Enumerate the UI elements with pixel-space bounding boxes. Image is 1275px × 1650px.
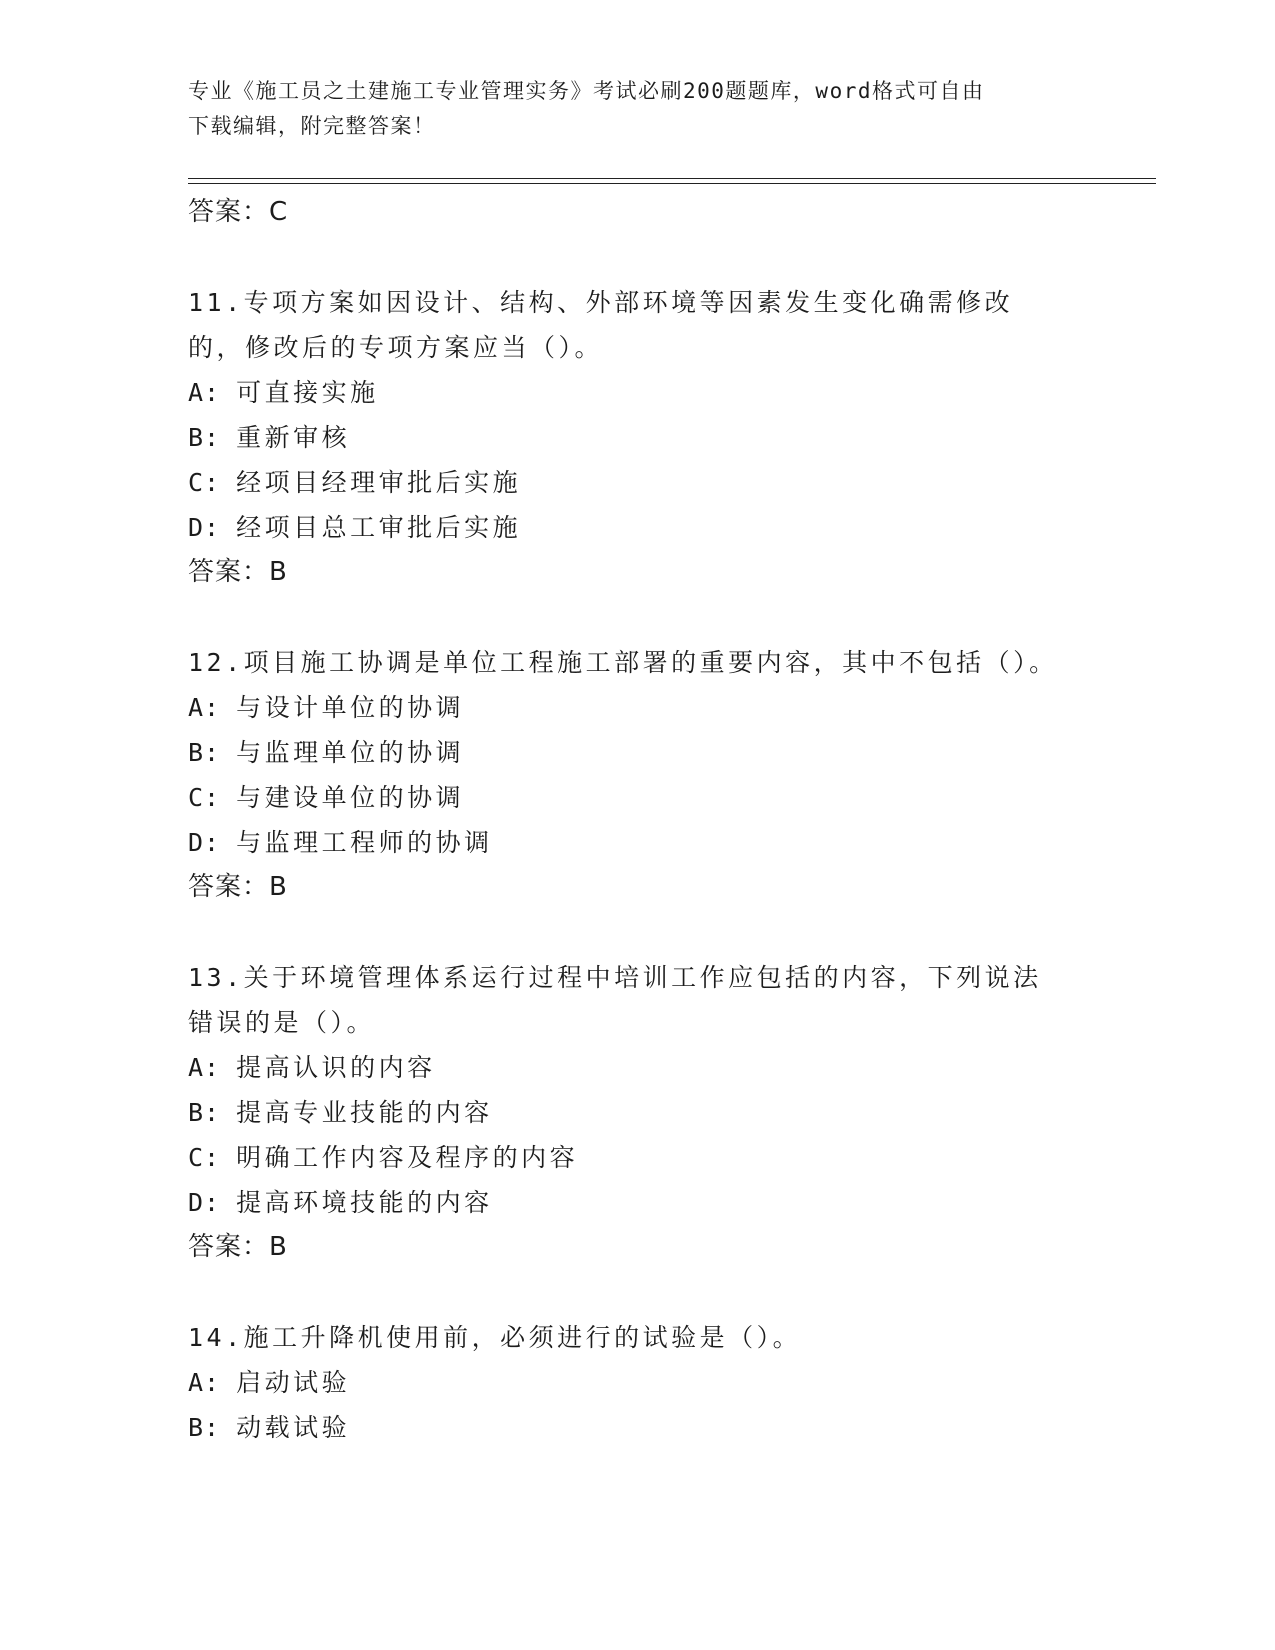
option-letter: D: [188, 1188, 221, 1217]
option-c [188, 460, 1088, 505]
option-letter: B: [188, 738, 221, 767]
option-letter: A: [188, 693, 221, 722]
option-text: 提高环境技能的内容 [236, 1188, 493, 1217]
option-c [188, 775, 1088, 820]
option-letter: C: [188, 1143, 221, 1172]
option-letter: C: [188, 468, 221, 497]
option-d [188, 820, 1088, 865]
option-text: 明确工作内容及程序的内容 [236, 1143, 579, 1172]
document-header [188, 74, 1068, 144]
option-letter: A: [188, 378, 221, 407]
option-a [188, 1360, 1088, 1405]
option-d [188, 505, 1088, 550]
option-letter: B: [188, 423, 221, 452]
answer-line: 答案：B [188, 872, 288, 902]
question-item [188, 1315, 1088, 1450]
header-line-1: 专业《施工员之土建施工专业管理实务》考试必刷200题题库，word格式可自由 [188, 79, 985, 103]
option-letter: A: [188, 1368, 221, 1397]
document-body [188, 190, 1088, 1450]
question-item [188, 640, 1088, 910]
option-letter: D: [188, 513, 221, 542]
option-b [188, 415, 1088, 460]
option-letter: B: [188, 1098, 221, 1127]
option-a [188, 1045, 1088, 1090]
option-text: 与监理单位的协调 [236, 738, 465, 767]
option-text: 经项目经理审批后实施 [236, 468, 522, 497]
option-b [188, 1090, 1088, 1135]
answer-line: 答案：B [188, 1232, 288, 1262]
header-rule-bottom [188, 183, 1156, 184]
option-text: 启动试验 [236, 1368, 351, 1397]
option-text: 与设计单位的协调 [236, 693, 465, 722]
option-a [188, 370, 1088, 415]
option-letter: C: [188, 783, 221, 812]
option-letter: A: [188, 1053, 221, 1082]
answer-line: 答案：B [188, 557, 288, 587]
option-text: 重新审核 [236, 423, 351, 452]
header-line-2: 下载编辑，附完整答案！ [188, 114, 436, 138]
question-item [188, 280, 1088, 595]
option-text: 与监理工程师的协调 [236, 828, 493, 857]
option-text: 与建设单位的协调 [236, 783, 465, 812]
option-letter: B: [188, 1413, 221, 1442]
question-text: 12.项目施工协调是单位工程施工部署的重要内容，其中不包括（）。 [188, 648, 1058, 677]
question-item [188, 955, 1088, 1270]
answer-line: 答案：C [188, 197, 289, 227]
option-d [188, 1180, 1088, 1225]
option-a [188, 685, 1088, 730]
question-text: 13.关于环境管理体系运行过程中培训工作应包括的内容，下列说法错误的是（）。 [188, 963, 1042, 1037]
option-b [188, 1405, 1088, 1450]
option-text: 经项目总工审批后实施 [236, 513, 522, 542]
option-c [188, 1135, 1088, 1180]
question-text: 14.施工升降机使用前，必须进行的试验是（）。 [188, 1323, 802, 1352]
option-text: 提高专业技能的内容 [236, 1098, 493, 1127]
option-b [188, 730, 1088, 775]
header-rule-top [188, 178, 1156, 179]
question-text: 11.专项方案如因设计、结构、外部环境等因素发生变化确需修改的，修改后的专项方案应当（）。 [188, 288, 1014, 362]
option-letter: D: [188, 828, 221, 857]
option-text: 可直接实施 [236, 378, 379, 407]
option-text: 提高认识的内容 [236, 1053, 436, 1082]
option-text: 动载试验 [236, 1413, 351, 1442]
